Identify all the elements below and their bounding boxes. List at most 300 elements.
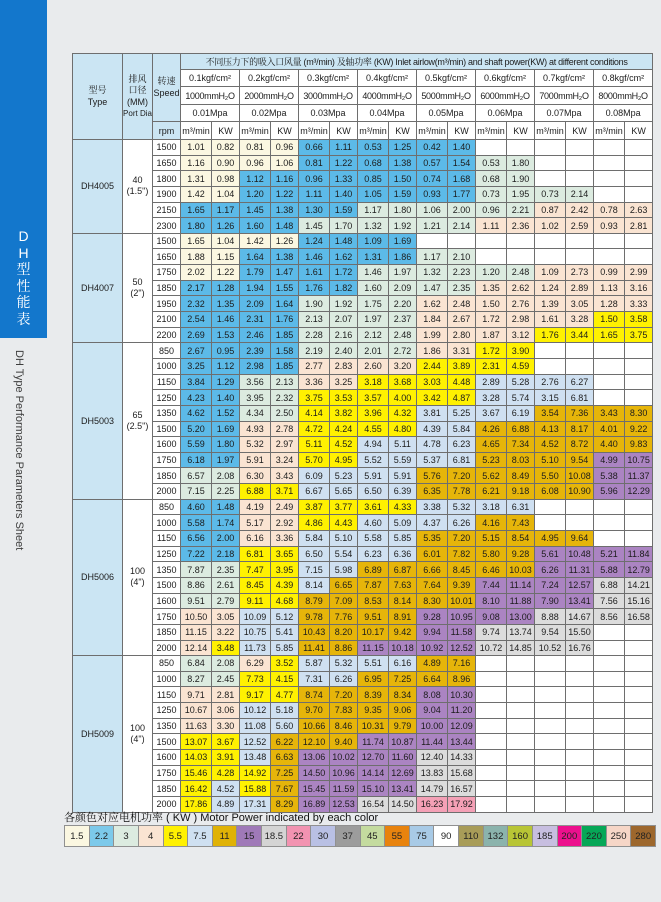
- header-line: (MM): [127, 97, 148, 108]
- table-row: [73, 499, 653, 515]
- flow-value-cell: 2.31: [476, 358, 507, 374]
- table-row: [73, 437, 653, 453]
- unit-power-header: KW: [271, 122, 299, 140]
- flow-value-cell: 1.31: [358, 249, 389, 265]
- unit-flow-header: m³/min: [358, 122, 389, 140]
- power-value-cell: 1.22: [330, 155, 358, 171]
- rpm-cell: 1500: [153, 140, 181, 156]
- flow-value-cell: 6.56: [181, 531, 212, 547]
- flow-value-cell: [535, 765, 566, 781]
- rpm-cell: 1650: [153, 155, 181, 171]
- flow-value-cell: 3.95: [240, 390, 271, 406]
- legend-swatch: 110: [459, 825, 484, 847]
- rpm-cell: 1750: [153, 452, 181, 468]
- power-value-cell: [625, 515, 653, 531]
- power-value-cell: 8.45: [448, 562, 476, 578]
- flow-value-cell: 1.12: [240, 171, 271, 187]
- power-value-cell: 12.29: [625, 484, 653, 500]
- flow-value-cell: 0.96: [240, 155, 271, 171]
- power-value-cell: 1.86: [389, 249, 417, 265]
- header-band: 不同压力下的吸入口风量 (m³/min) 及轴功率 (KW) Inlet airlow(m³/min) and shaft power(KW) at different conditions: [181, 54, 653, 70]
- table-row: [73, 218, 653, 234]
- flow-value-cell: 9.94: [417, 624, 448, 640]
- power-value-cell: 6.22: [271, 734, 299, 750]
- power-value-cell: 16.58: [625, 609, 653, 625]
- power-value-cell: [625, 624, 653, 640]
- legend-swatch: 200: [558, 825, 583, 847]
- power-value-cell: 3.77: [330, 499, 358, 515]
- rpm-cell: 1850: [153, 468, 181, 484]
- power-value-cell: 1.97: [389, 265, 417, 281]
- power-value-cell: 11.20: [448, 703, 476, 719]
- power-value-cell: 9.64: [566, 531, 594, 547]
- flow-value-cell: 0.66: [299, 140, 330, 156]
- flow-value-cell: [535, 233, 566, 249]
- flow-value-cell: 4.72: [299, 421, 330, 437]
- flow-value-cell: 4.55: [358, 421, 389, 437]
- power-value-cell: [566, 343, 594, 359]
- power-value-cell: 10.18: [389, 640, 417, 656]
- flow-value-cell: 13.07: [181, 734, 212, 750]
- flow-value-cell: 3.75: [299, 390, 330, 406]
- header-line: 转速: [157, 75, 176, 86]
- rpm-cell: 1600: [153, 749, 181, 765]
- port-line: 40: [132, 175, 143, 186]
- legend-swatch: 30: [311, 825, 336, 847]
- power-value-cell: 10.02: [330, 749, 358, 765]
- power-value-cell: [566, 671, 594, 687]
- flow-value-cell: 5.91: [240, 452, 271, 468]
- flow-value-cell: 5.70: [299, 452, 330, 468]
- legend-swatch: 1.5: [64, 825, 90, 847]
- power-value-cell: 5.54: [330, 546, 358, 562]
- flow-value-cell: [594, 687, 625, 703]
- flow-value-cell: 3.42: [417, 390, 448, 406]
- flow-value-cell: 4.19: [240, 499, 271, 515]
- flow-value-cell: 2.01: [358, 343, 389, 359]
- unit-power-header: KW: [448, 122, 476, 140]
- header-line: Port Dia: [123, 108, 152, 118]
- power-value-cell: [625, 640, 653, 656]
- rpm-cell: 1250: [153, 703, 181, 719]
- power-value-cell: 6.23: [448, 437, 476, 453]
- flow-value-cell: [594, 624, 625, 640]
- flow-value-cell: 1.09: [535, 265, 566, 281]
- flow-value-cell: 0.78: [594, 202, 625, 218]
- power-value-cell: 2.35: [212, 562, 240, 578]
- table-row: [73, 687, 653, 703]
- motor-power-legend: [64, 825, 656, 847]
- power-value-cell: 2.89: [566, 280, 594, 296]
- power-value-cell: 2.50: [271, 405, 299, 421]
- flow-value-cell: 6.23: [358, 546, 389, 562]
- table-row: [73, 186, 653, 202]
- flow-value-cell: [594, 233, 625, 249]
- rpm-cell: 1250: [153, 546, 181, 562]
- sidebar-title-cn-char: 表: [16, 310, 31, 327]
- rpm-cell: 1150: [153, 374, 181, 390]
- flow-value-cell: 3.15: [535, 390, 566, 406]
- model-cell: DH5003: [73, 343, 123, 499]
- flow-value-cell: [476, 233, 507, 249]
- flow-value-cell: 14.14: [358, 765, 389, 781]
- pressure-header: 0.2kgf/cm²: [240, 70, 299, 87]
- flow-value-cell: 3.96: [358, 405, 389, 421]
- power-value-cell: 3.30: [212, 718, 240, 734]
- power-value-cell: 4.48: [448, 374, 476, 390]
- flow-value-cell: [594, 531, 625, 547]
- power-value-cell: 12.09: [448, 718, 476, 734]
- table-row: [73, 656, 653, 672]
- flow-value-cell: 0.93: [594, 218, 625, 234]
- power-value-cell: 13.41: [566, 593, 594, 609]
- unit-flow-header: m³/min: [594, 122, 625, 140]
- legend-swatch: 250: [607, 825, 632, 847]
- flow-value-cell: 7.87: [181, 562, 212, 578]
- flow-value-cell: 12.40: [417, 749, 448, 765]
- flow-value-cell: 1.16: [181, 155, 212, 171]
- flow-value-cell: 8.45: [240, 577, 271, 593]
- flow-value-cell: 9.04: [417, 703, 448, 719]
- rpm-cell: 1250: [153, 390, 181, 406]
- power-value-cell: 7.25: [271, 765, 299, 781]
- power-value-cell: 1.47: [271, 265, 299, 281]
- flow-value-cell: 2.77: [299, 358, 330, 374]
- power-value-cell: 2.73: [566, 265, 594, 281]
- power-value-cell: 6.16: [389, 656, 417, 672]
- flow-value-cell: 17.31: [240, 796, 271, 812]
- power-value-cell: 4.68: [271, 593, 299, 609]
- power-value-cell: 1.52: [212, 405, 240, 421]
- power-value-cell: 13.41: [389, 781, 417, 797]
- unit-power-header: KW: [330, 122, 358, 140]
- flow-value-cell: [594, 390, 625, 406]
- power-value-cell: [507, 734, 535, 750]
- legend-swatch: 4: [139, 825, 164, 847]
- power-value-cell: [625, 155, 653, 171]
- mmh2o-header: 6000mmH₂O: [476, 87, 535, 105]
- power-value-cell: 9.83: [625, 437, 653, 453]
- flow-value-cell: 4.40: [594, 437, 625, 453]
- power-value-cell: 5.12: [271, 609, 299, 625]
- table-row: [73, 405, 653, 421]
- flow-value-cell: 6.89: [358, 562, 389, 578]
- power-value-cell: 11.60: [389, 749, 417, 765]
- power-value-cell: 3.12: [507, 327, 535, 343]
- legend-label: 各颜色对应电机功率 ( KW ) Motor Power indicated by each color: [64, 812, 379, 824]
- flow-value-cell: [476, 671, 507, 687]
- flow-value-cell: 8.56: [594, 609, 625, 625]
- rpm-cell: 1950: [153, 296, 181, 312]
- flow-value-cell: 1.05: [358, 186, 389, 202]
- power-value-cell: 3.25: [330, 374, 358, 390]
- power-value-cell: 4.32: [389, 405, 417, 421]
- unit-power-header: KW: [389, 122, 417, 140]
- rpm-cell: 1500: [153, 577, 181, 593]
- flow-value-cell: [594, 718, 625, 734]
- rpm-cell: 1000: [153, 515, 181, 531]
- unit-power-header: KW: [566, 122, 594, 140]
- power-value-cell: 1.12: [212, 358, 240, 374]
- power-value-cell: 2.81: [212, 687, 240, 703]
- table-row: [73, 374, 653, 390]
- flow-value-cell: 8.39: [358, 687, 389, 703]
- flow-value-cell: 2.69: [181, 327, 212, 343]
- flow-value-cell: 3.38: [417, 499, 448, 515]
- power-value-cell: 3.89: [448, 358, 476, 374]
- flow-value-cell: 5.15: [476, 531, 507, 547]
- flow-value-cell: [476, 734, 507, 750]
- flow-value-cell: 2.31: [240, 312, 271, 328]
- flow-value-cell: 0.57: [417, 155, 448, 171]
- power-value-cell: [566, 140, 594, 156]
- flow-value-cell: 16.42: [181, 781, 212, 797]
- power-value-cell: 3.28: [566, 312, 594, 328]
- table-row: [73, 421, 653, 437]
- power-value-cell: 3.58: [625, 312, 653, 328]
- power-value-cell: 3.20: [389, 358, 417, 374]
- power-value-cell: 15.16: [625, 593, 653, 609]
- power-value-cell: 1.59: [330, 202, 358, 218]
- flow-value-cell: 1.45: [299, 218, 330, 234]
- flow-value-cell: 10.92: [417, 640, 448, 656]
- power-value-cell: 2.14: [566, 186, 594, 202]
- table-row: [73, 265, 653, 281]
- flow-value-cell: 2.44: [417, 358, 448, 374]
- flow-value-cell: 1.24: [535, 280, 566, 296]
- power-value-cell: 12.52: [448, 640, 476, 656]
- flow-value-cell: 1.60: [240, 218, 271, 234]
- flow-value-cell: 2.60: [358, 358, 389, 374]
- power-value-cell: 1.38: [389, 155, 417, 171]
- flow-value-cell: [594, 171, 625, 187]
- port-cell: [123, 499, 153, 655]
- legend-swatch: 22: [287, 825, 312, 847]
- flow-value-cell: 6.35: [417, 484, 448, 500]
- flow-value-cell: [535, 734, 566, 750]
- power-value-cell: 1.85: [271, 358, 299, 374]
- power-value-cell: 2.42: [566, 202, 594, 218]
- unit-power-header: KW: [625, 122, 653, 140]
- flow-value-cell: 1.72: [476, 312, 507, 328]
- flow-value-cell: [476, 749, 507, 765]
- flow-value-cell: [535, 749, 566, 765]
- flow-value-cell: 1.11: [299, 186, 330, 202]
- flow-value-cell: 4.13: [535, 421, 566, 437]
- port-line: 100: [129, 722, 146, 733]
- power-value-cell: 4.89: [212, 796, 240, 812]
- flow-value-cell: 1.97: [358, 312, 389, 328]
- flow-value-cell: 10.17: [358, 624, 389, 640]
- power-value-cell: 3.82: [330, 405, 358, 421]
- flow-value-cell: [594, 186, 625, 202]
- flow-value-cell: 10.12: [240, 703, 271, 719]
- power-value-cell: 3.05: [566, 296, 594, 312]
- power-value-cell: 1.22: [212, 265, 240, 281]
- power-value-cell: 4.00: [389, 390, 417, 406]
- power-value-cell: 2.13: [271, 374, 299, 390]
- table-row: [73, 640, 653, 656]
- power-value-cell: 6.27: [566, 374, 594, 390]
- power-value-cell: 3.53: [330, 390, 358, 406]
- power-value-cell: 6.19: [507, 405, 535, 421]
- power-value-cell: 7.82: [448, 546, 476, 562]
- flow-value-cell: 11.08: [240, 718, 271, 734]
- power-value-cell: 2.09: [389, 280, 417, 296]
- power-value-cell: 6.65: [330, 577, 358, 593]
- flow-value-cell: [535, 718, 566, 734]
- flow-value-cell: 1.09: [358, 233, 389, 249]
- flow-value-cell: 2.89: [476, 374, 507, 390]
- flow-value-cell: 4.34: [240, 405, 271, 421]
- flow-value-cell: 1.20: [240, 186, 271, 202]
- flow-value-cell: 1.46: [358, 265, 389, 281]
- flow-value-cell: 11.73: [240, 640, 271, 656]
- power-value-cell: 3.95: [271, 562, 299, 578]
- power-value-cell: 14.33: [448, 749, 476, 765]
- flow-value-cell: [594, 358, 625, 374]
- legend-swatch: 5.5: [164, 825, 189, 847]
- power-value-cell: 2.00: [448, 202, 476, 218]
- power-value-cell: 7.20: [448, 531, 476, 547]
- pressure-header: 0.3kgf/cm²: [299, 70, 358, 87]
- power-value-cell: 11.88: [507, 593, 535, 609]
- power-value-cell: 6.31: [507, 499, 535, 515]
- power-value-cell: 13.74: [507, 624, 535, 640]
- flow-value-cell: 4.16: [476, 515, 507, 531]
- flow-value-cell: 12.10: [299, 734, 330, 750]
- flow-value-cell: 7.31: [299, 671, 330, 687]
- power-value-cell: [625, 687, 653, 703]
- power-value-cell: [566, 499, 594, 515]
- flow-value-cell: 5.17: [240, 515, 271, 531]
- power-value-cell: 1.72: [330, 265, 358, 281]
- power-value-cell: 1.77: [448, 186, 476, 202]
- header-line: 口径: [128, 85, 147, 96]
- power-value-cell: 1.40: [448, 140, 476, 156]
- power-value-cell: [507, 796, 535, 812]
- power-value-cell: [625, 358, 653, 374]
- power-value-cell: 17.92: [448, 796, 476, 812]
- power-value-cell: 4.24: [330, 421, 358, 437]
- flow-value-cell: 6.18: [181, 452, 212, 468]
- mpa-header: 0.06Mpa: [476, 105, 535, 122]
- power-value-cell: 2.18: [212, 546, 240, 562]
- table-row: [73, 484, 653, 500]
- power-value-cell: 4.87: [448, 390, 476, 406]
- power-value-cell: 6.26: [330, 671, 358, 687]
- flow-value-cell: 2.17: [181, 280, 212, 296]
- flow-value-cell: 7.22: [181, 546, 212, 562]
- flow-value-cell: 0.99: [594, 265, 625, 281]
- power-value-cell: [625, 374, 653, 390]
- power-value-cell: 7.83: [330, 703, 358, 719]
- flow-value-cell: 8.14: [299, 577, 330, 593]
- power-value-cell: 0.90: [212, 155, 240, 171]
- flow-value-cell: [594, 765, 625, 781]
- flow-value-cell: 7.44: [476, 577, 507, 593]
- power-value-cell: [566, 734, 594, 750]
- power-value-cell: 8.49: [507, 468, 535, 484]
- flow-value-cell: 1.62: [417, 296, 448, 312]
- power-value-cell: [507, 140, 535, 156]
- flow-value-cell: 1.99: [417, 327, 448, 343]
- power-value-cell: 7.20: [330, 687, 358, 703]
- mpa-header: 0.04Mpa: [358, 105, 417, 122]
- power-value-cell: 1.58: [271, 343, 299, 359]
- power-value-cell: [507, 781, 535, 797]
- flow-value-cell: [535, 515, 566, 531]
- power-value-cell: 1.38: [271, 249, 299, 265]
- power-value-cell: 6.26: [448, 515, 476, 531]
- power-value-cell: 6.81: [448, 452, 476, 468]
- sidebar-title-cn: [0, 228, 47, 327]
- power-value-cell: 1.85: [271, 327, 299, 343]
- flow-value-cell: [417, 233, 448, 249]
- model-cell: DH5009: [73, 656, 123, 812]
- power-value-cell: 1.74: [212, 515, 240, 531]
- flow-value-cell: 2.13: [299, 312, 330, 328]
- flow-value-cell: [476, 718, 507, 734]
- flow-value-cell: [594, 703, 625, 719]
- power-value-cell: 9.79: [389, 718, 417, 734]
- pressure-header: 0.5kgf/cm²: [417, 70, 476, 87]
- flow-value-cell: 5.10: [535, 452, 566, 468]
- power-value-cell: [566, 781, 594, 797]
- flow-value-cell: 0.53: [358, 140, 389, 156]
- power-value-cell: 1.80: [507, 155, 535, 171]
- table-row: [73, 140, 653, 156]
- flow-value-cell: 5.38: [594, 468, 625, 484]
- power-value-cell: 5.91: [389, 468, 417, 484]
- mmh2o-header: 4000mmH₂O: [358, 87, 417, 105]
- flow-value-cell: 9.28: [417, 609, 448, 625]
- flow-value-cell: 1.39: [535, 296, 566, 312]
- power-value-cell: [566, 233, 594, 249]
- flow-value-cell: 7.15: [299, 562, 330, 578]
- flow-value-cell: 7.15: [181, 484, 212, 500]
- power-value-cell: 7.78: [448, 484, 476, 500]
- power-value-cell: 7.20: [448, 468, 476, 484]
- sidebar-title-cn-char: H: [18, 244, 29, 261]
- power-value-cell: [625, 796, 653, 812]
- power-value-cell: 10.87: [389, 734, 417, 750]
- unit-flow-header: m³/min: [476, 122, 507, 140]
- power-value-cell: 1.53: [212, 327, 240, 343]
- flow-value-cell: 8.88: [535, 609, 566, 625]
- flow-value-cell: 0.68: [476, 171, 507, 187]
- mpa-header: 0.07Mpa: [535, 105, 594, 122]
- flow-value-cell: 13.48: [240, 749, 271, 765]
- power-value-cell: 8.72: [566, 437, 594, 453]
- power-value-cell: 3.22: [212, 624, 240, 640]
- flow-value-cell: 10.09: [240, 609, 271, 625]
- power-value-cell: 2.48: [448, 296, 476, 312]
- flow-value-cell: 3.56: [240, 374, 271, 390]
- unit-power-header: KW: [507, 122, 535, 140]
- flow-value-cell: 0.68: [358, 155, 389, 171]
- rpm-cell: 2000: [153, 640, 181, 656]
- flow-value-cell: 1.84: [417, 312, 448, 328]
- flow-value-cell: 6.95: [358, 671, 389, 687]
- power-value-cell: 2.83: [330, 358, 358, 374]
- power-value-cell: 2.99: [625, 265, 653, 281]
- flow-value-cell: 5.35: [417, 531, 448, 547]
- flow-value-cell: 4.78: [417, 437, 448, 453]
- power-value-cell: 2.63: [625, 202, 653, 218]
- power-value-cell: 2.36: [507, 218, 535, 234]
- flow-value-cell: 15.10: [358, 781, 389, 797]
